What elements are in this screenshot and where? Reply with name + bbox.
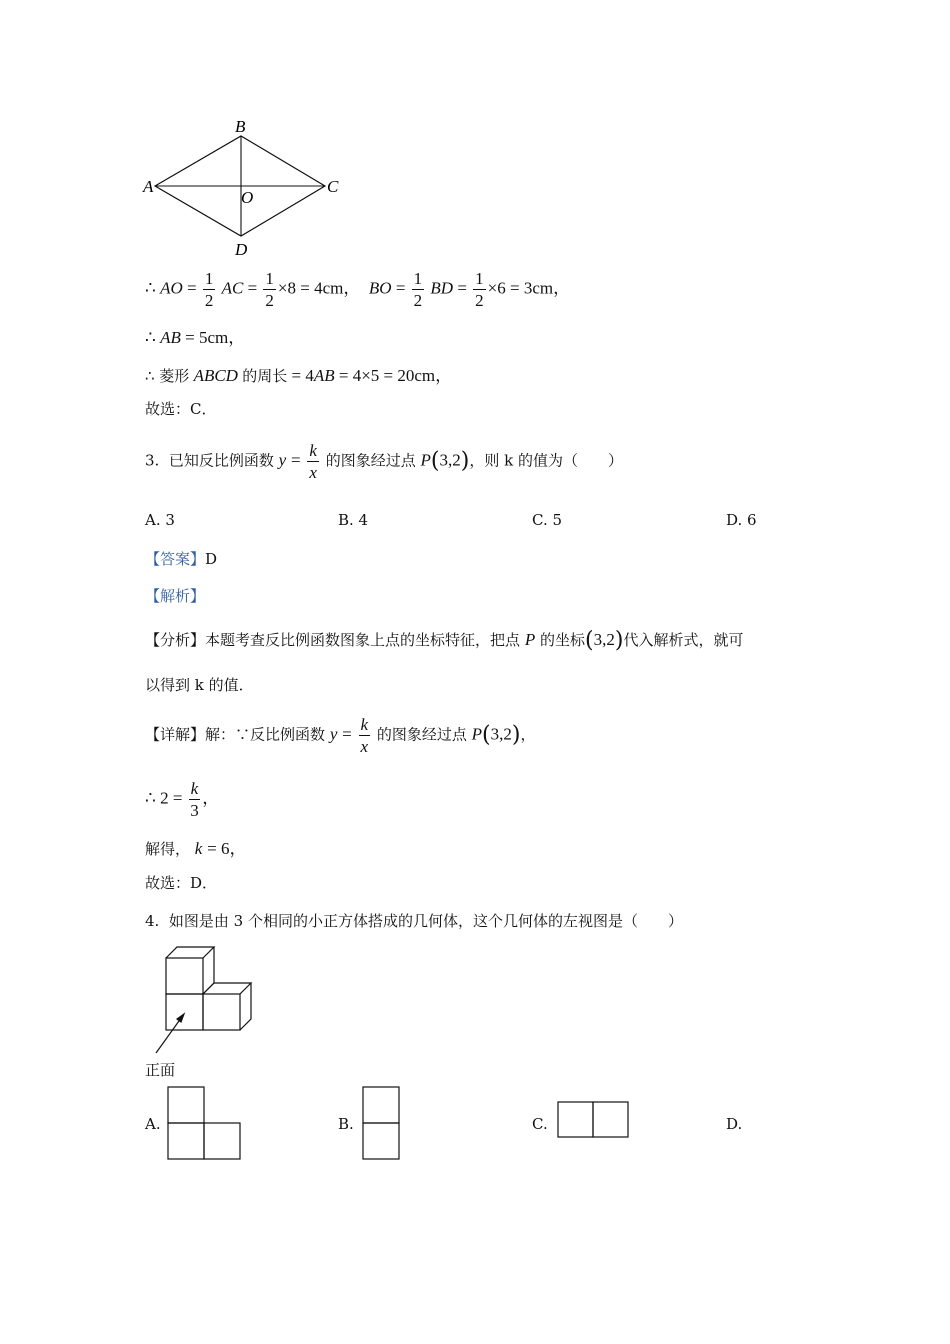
q4-option-c-label: C. [532,1115,548,1133]
label-o: O [241,188,254,207]
q3-option-a: A. 3 [145,511,175,529]
front-label: 正面 [145,1061,176,1079]
q3-option-b: B. 4 [338,511,369,529]
q4-option-a-figure [167,1086,243,1162]
q3-option-c: C. 5 [532,511,563,529]
q4-option-c-figure [557,1101,631,1141]
q4-option-b-figure [362,1086,402,1162]
cube-stack-figure [140,938,260,1058]
q2-answer: 故选：C． [145,400,217,418]
label-c: C [327,177,339,196]
label-b: B [235,117,246,136]
q4-option-b-label: B. [338,1115,354,1133]
label-d: D [235,240,248,259]
q4-option-a-label: A. [145,1115,161,1133]
q4-stem: 4. 如图是由 3 个相同的小正方体搭成的几何体，这个几何体的左视图是（ ） [145,912,683,930]
q3-option-d: D. 6 [726,511,757,529]
q3-choose: 故选：D． [145,874,218,892]
q3-step2: 解得， k = 6， [145,839,247,858]
q3-fenxi-line1: 【分析】本题考查反比例函数图象上点的坐标特征，把点 P 的坐标(3,2)代入解析式，就可 [145,628,744,653]
q2-line1: ∴ AO = $\frac{1}{2}$ AC = $\frac{1}{2}$ ×8 = 4cm， BO = $\frac{1}{2}$ BD = $\frac{1}{2}$ ×6 = 3cm， [145,269,571,310]
q2-line3: ∴ 菱形 ABCD 的周长 = 4AB = 4×5 = 20cm， [145,366,453,385]
label-a: A [143,177,154,196]
q3-stem: 3. 已知反比例函数 y = $\frac{k}{x}$ 的图象经过点 P(3,2)，则 k 的值为（ ） [145,441,623,482]
q3-step1: ∴ 2 = $\frac{k}{3}$ ， [145,779,220,820]
q3-fenxi-line2: 以得到 k 的值． [145,676,254,694]
q3-analysis-tag: 【解析】 [145,587,206,605]
q4-option-d-label: D. [726,1115,743,1133]
q3-detail: 【详解】解：∵反比例函数 y = $\frac{k}{x}$ 的图象经过点 P(3,2)， [145,715,536,756]
q3-answer: 【答案】D [145,550,218,568]
q2-line2: ∴ AB = 5cm， [145,328,246,347]
rhombus-figure [135,112,350,262]
